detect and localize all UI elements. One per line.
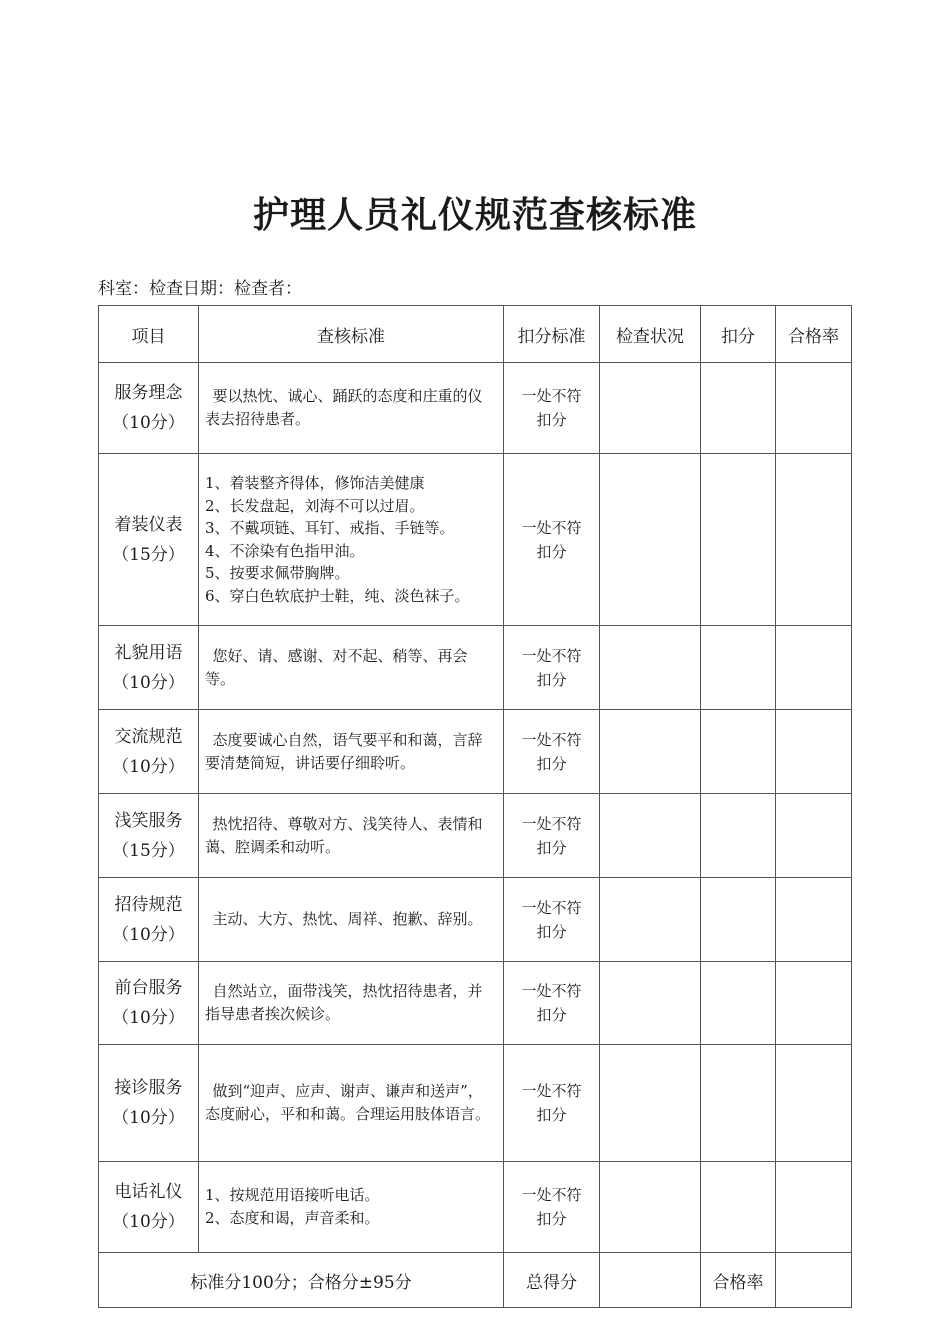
item-name: 礼貌用语: [114, 642, 183, 663]
deduction-text: 扣分: [536, 1006, 567, 1024]
deduction-points-cell[interactable]: [701, 626, 776, 710]
standard-text: 要以热忱、诚心、踊跃的态度和庄重的仪表去招待患者。: [205, 387, 483, 428]
standard-cell: [199, 962, 504, 1045]
table-row: [99, 878, 852, 962]
table-row: [99, 1045, 852, 1162]
item-score: （10分）: [112, 672, 185, 693]
inspection-table: [98, 305, 852, 1308]
item-cell: [99, 878, 199, 962]
deduction-cell: [504, 1045, 600, 1162]
overall-pass-rate-label: 合格率: [701, 1253, 776, 1308]
status-cell[interactable]: [600, 363, 701, 454]
deduction-text: 一处不符: [521, 646, 582, 665]
deduction-points-cell[interactable]: [701, 794, 776, 878]
inspection-info-line: 科室：检查日期：检查者：: [98, 279, 302, 299]
item-cell: [99, 710, 199, 794]
item-cell: [99, 626, 199, 710]
deduction-text: 一处不符: [521, 1186, 582, 1204]
status-cell[interactable]: [600, 454, 701, 626]
deduction-cell: [504, 454, 600, 626]
deduction-text: 扣分: [536, 922, 567, 941]
item-score: （10分）: [112, 1108, 185, 1128]
standard-cell: [199, 1162, 504, 1253]
header-inspection-status: 检查状况: [600, 306, 701, 363]
pass-rate-cell[interactable]: [776, 710, 852, 794]
deduction-points-cell[interactable]: [701, 454, 776, 626]
standard-text: 1、着装整齐得体，修饰洁美健康: [205, 474, 425, 492]
pass-rate-cell[interactable]: [776, 626, 852, 710]
item-score: （15分）: [112, 840, 185, 861]
pass-rate-cell[interactable]: [776, 962, 852, 1045]
standard-text: 2、长发盘起，刘海不可以过眉。: [205, 496, 425, 515]
standard-text: 1、按规范用语接听电话。: [205, 1186, 380, 1204]
standard-text: 6、穿白色软底护士鞋，纯、淡色袜子。: [205, 586, 470, 605]
deduction-cell: [504, 794, 600, 878]
table-row: [99, 626, 852, 710]
standard-text: 您好、请、感谢、对不起、稍等、再会等。: [205, 646, 468, 688]
document-title: 护理人员礼仪规范查核标准: [252, 195, 697, 236]
table-row: [99, 962, 852, 1045]
header-row: [99, 306, 852, 363]
pass-rate-cell[interactable]: [776, 794, 852, 878]
table-row: [99, 363, 852, 454]
deduction-text: 一处不符: [521, 898, 582, 917]
item-name: 接诊服务: [114, 1078, 183, 1098]
table-row: [99, 710, 852, 794]
status-cell[interactable]: [600, 710, 701, 794]
standard-cell: [199, 710, 504, 794]
scoring-note: 标准分100分；合格分±95分: [99, 1253, 504, 1308]
item-name: 交流规范: [114, 726, 183, 747]
pass-rate-cell[interactable]: [776, 1045, 852, 1162]
status-cell[interactable]: [600, 1045, 701, 1162]
deduction-text: 一处不符: [521, 982, 582, 1000]
item-cell: [99, 363, 199, 454]
pass-rate-cell[interactable]: [776, 454, 852, 626]
pass-rate-cell[interactable]: [776, 363, 852, 454]
item-score: （10分）: [112, 1008, 185, 1028]
deduction-points-cell[interactable]: [701, 1162, 776, 1253]
standard-text: 自然站立，面带浅笑，热忱招待患者，并指导患者挨次候诊。: [205, 982, 483, 1023]
deduction-text: 扣分: [536, 1106, 567, 1124]
deduction-text: 一处不符: [521, 814, 582, 833]
total-score-value[interactable]: [600, 1253, 701, 1308]
standard-text: 3、不戴项链、耳钉、戒指、手链等。: [205, 519, 455, 537]
deduction-cell: [504, 363, 600, 454]
status-cell[interactable]: [600, 794, 701, 878]
deduction-text: 扣分: [536, 754, 567, 773]
standard-cell: [199, 454, 504, 626]
status-cell[interactable]: [600, 626, 701, 710]
item-name: 着装仪表: [114, 514, 183, 535]
deduction-points-cell[interactable]: [701, 710, 776, 794]
item-name: 招待规范: [114, 894, 183, 915]
table-row: [99, 794, 852, 878]
deduction-text: 扣分: [536, 411, 567, 429]
item-score: （10分）: [112, 413, 185, 433]
item-cell: [99, 454, 199, 626]
table-row: [99, 454, 852, 626]
deduction-text: 一处不符: [521, 518, 582, 537]
deduction-text: 扣分: [536, 1210, 567, 1228]
deduction-text: 一处不符: [521, 730, 582, 749]
item-name: 服务理念: [114, 383, 183, 403]
standard-text: 5、按要求佩带胸牌。: [205, 564, 350, 582]
item-name: 浅笑服务: [114, 810, 183, 831]
deduction-text: 一处不符: [521, 387, 582, 405]
status-cell[interactable]: [600, 962, 701, 1045]
deduction-text: 扣分: [536, 838, 567, 857]
standard-text: 态度要诚心自然，语气要平和和蔼，言辞要清楚简短，讲话要仔细聆听。: [205, 730, 483, 772]
standard-text: 做到“迎声、应声、谢声、谦声和送声”，态度耐心，平和和蔼。合理运用肢体语言。: [205, 1082, 491, 1123]
item-cell: [99, 794, 199, 878]
deduction-points-cell[interactable]: [701, 363, 776, 454]
deduction-points-cell[interactable]: [701, 1045, 776, 1162]
item-name: 电话礼仪: [114, 1182, 183, 1202]
standard-text: 2、态度和谒，声音柔和。: [205, 1209, 380, 1227]
deduction-cell: [504, 710, 600, 794]
standard-cell: [199, 1045, 504, 1162]
pass-rate-cell[interactable]: [776, 878, 852, 962]
summary-row: [99, 1253, 852, 1308]
standard-cell: [199, 363, 504, 454]
item-cell: [99, 1045, 199, 1162]
pass-rate-cell[interactable]: [776, 1162, 852, 1253]
header-deduction: 扣分: [701, 306, 776, 363]
overall-pass-rate-value[interactable]: [776, 1253, 852, 1308]
deduction-points-cell[interactable]: [701, 962, 776, 1045]
item-score: （10分）: [112, 756, 185, 777]
standard-text: 热忱招待、尊敬对方、浅笑待人、表情和蔼、腔调柔和动听。: [205, 814, 483, 856]
standard-cell: [199, 794, 504, 878]
standard-cell: [199, 626, 504, 710]
deduction-cell: [504, 878, 600, 962]
standard-text: 4、不涂染有色指甲油。: [205, 541, 365, 560]
deduction-text: 扣分: [536, 542, 567, 561]
item-score: （15分）: [112, 544, 185, 565]
deduction-points-cell[interactable]: [701, 878, 776, 962]
status-cell[interactable]: [600, 878, 701, 962]
item-cell: [99, 962, 199, 1045]
total-score-label: 总得分: [504, 1253, 600, 1308]
deduction-cell: [504, 1162, 600, 1253]
deduction-text: 扣分: [536, 670, 567, 689]
deduction-text: 一处不符: [521, 1082, 582, 1100]
status-cell[interactable]: [600, 1162, 701, 1253]
header-deduction-standard: 扣分标准: [504, 306, 600, 363]
header-item: 项目: [99, 306, 199, 363]
item-cell: [99, 1162, 199, 1253]
item-name: 前台服务: [114, 978, 183, 998]
item-score: （10分）: [112, 924, 185, 945]
deduction-cell: [504, 626, 600, 710]
header-pass-rate: 合格率: [776, 306, 852, 363]
item-score: （10分）: [112, 1212, 185, 1232]
header-standard: 查核标准: [199, 306, 504, 363]
standard-text: 主动、大方、热忱、周祥、抱歉、辞别。: [212, 910, 483, 928]
standard-cell: [199, 878, 504, 962]
table-row: [99, 1162, 852, 1253]
deduction-cell: [504, 962, 600, 1045]
